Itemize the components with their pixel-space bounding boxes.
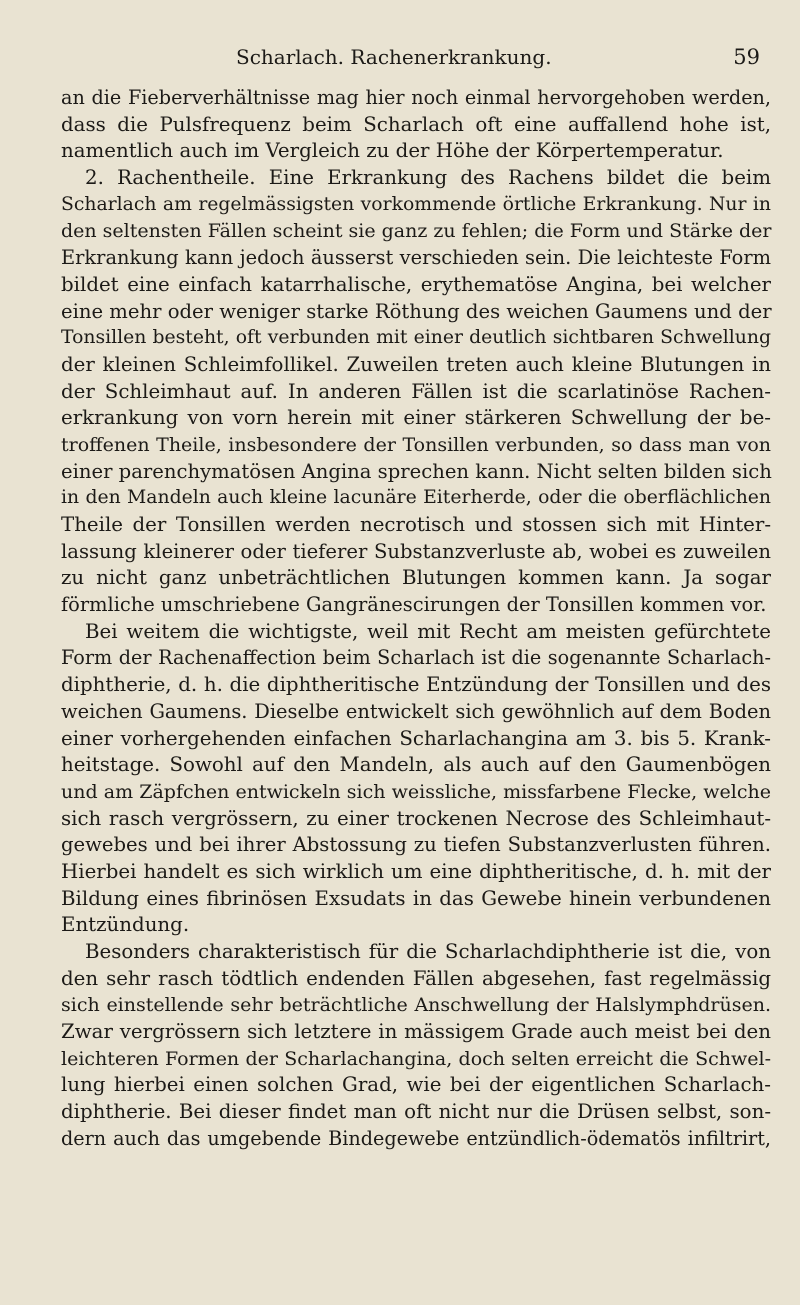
text-line: weichen Gaumens. Dieselbe entwickelt sich gewöhnlich auf dem Boden: [61, 699, 771, 723]
text-line: diphtherie. Bei dieser findet man oft nicht nur die Drüsen selbst, son-: [61, 1100, 771, 1124]
text-line: gewebes und bei ihrer Abstossung zu tiefen Substanzverlusten führen.: [61, 833, 771, 857]
text-line: den sehr rasch tödtlich endenden Fällen abgesehen, fast regelmässig: [61, 966, 771, 990]
body-text: [61, 85, 771, 1153]
text-line: diphtherie, d. h. die diphtheritische Entzündung der Tonsillen und des: [61, 673, 771, 697]
text-line: dern auch das umgebende Bindegewebe entzündlich-ödematös infiltrirt,: [61, 1126, 771, 1150]
text-line: troffenen Theile, insbesondere der Tonsillen verbunden, so dass man von: [61, 433, 771, 456]
text-line: förmliche umschriebene Gangränescirungen der Tonsillen kommen vor.: [61, 593, 767, 617]
text-line: Entzündung.: [61, 913, 190, 937]
text-line: an die Fieberverhältnisse mag hier noch einmal hervorgehoben werden,: [61, 86, 771, 109]
running-title: Scharlach. Rachenerkrankung.: [236, 45, 552, 69]
text-line: lassung kleinerer oder tieferer Substanzverluste ab, wobei es zuweilen: [61, 539, 771, 563]
text-line: Tonsillen besteht, oft verbunden mit einer deutlich sichtbaren Schwellung: [61, 327, 771, 349]
text-line: eine mehr oder weniger starke Röthung des weichen Gaumens und der: [61, 299, 772, 323]
text-line: Zwar vergrössern sich letztere in mässigem Grade auch meist bei den: [61, 1020, 771, 1044]
text-line: Bildung eines fibrinösen Exsudats in das Gewebe hinein verbundenen: [61, 886, 771, 910]
text-line: namentlich auch im Vergleich zu der Höhe der Körpertemperatur.: [61, 139, 724, 163]
text-line: Besonders charakteristisch für die Scharlachdiphtherie ist die, von: [85, 940, 771, 963]
text-line: in den Mandeln auch kleine lacunäre Eiterherde, oder die oberflächlichen: [61, 487, 771, 509]
page-number: 59: [733, 45, 760, 69]
text-line: und am Zäpfchen entwickeln sich weissliche, missfarbene Flecke, welche: [61, 780, 771, 803]
text-line: der kleinen Schleimfollikel. Zuweilen treten auch kleine Blutungen in: [61, 352, 771, 376]
text-line: erkrankung von vorn herein mit einer stärkeren Schwellung der be-: [61, 406, 771, 430]
text-line: Hierbei handelt es sich wirklich um eine diphtheritische, d. h. mit der: [61, 859, 771, 883]
text-line: einer vorhergehenden einfachen Scharlachangina am 3. bis 5. Krank-: [61, 726, 771, 750]
text-line: bildet eine einfach katarrhalische, erythematöse Angina, bei welcher: [61, 272, 771, 296]
text-line: dass die Pulsfrequenz beim Scharlach oft eine auffallend hohe ist,: [61, 112, 771, 136]
text-line: den seltensten Fällen scheint sie ganz zu fehlen; die Form und Stärke der: [61, 220, 772, 243]
text-line: Bei weitem die wichtigste, weil mit Recht am meisten gefürchtete: [85, 619, 771, 643]
text-line: einer parenchymatösen Angina sprechen kann. Nicht selten bilden sich: [61, 459, 772, 483]
text-line: Scharlach am regelmässigsten vorkommende örtliche Erkrankung. Nur in: [61, 193, 771, 215]
text-line: sich rasch vergrössern, zu einer trockenen Necrose des Schleimhaut-: [61, 806, 771, 830]
text-line: sich einstellende sehr beträchtliche Anschwellung der Halslymphdrüsen.: [61, 994, 771, 1017]
running-header: [236, 42, 760, 72]
text-line: 2. Rachentheile. Eine Erkrankung des Rachens bildet die beim: [85, 166, 771, 190]
text-line: heitstage. Sowohl auf den Mandeln, als auch auf den Gaumenbögen: [61, 753, 771, 777]
text-line: leichteren Formen der Scharlachangina, doch selten erreicht die Schwel-: [61, 1047, 771, 1070]
text-line: lung hierbei einen solchen Grad, wie bei der eigentlichen Scharlach-: [61, 1073, 771, 1097]
text-line: Form der Rachenaffection beim Scharlach ist die sogenannte Scharlach-: [61, 646, 771, 670]
text-line: Theile der Tonsillen werden necrotisch und stossen sich mit Hinter-: [61, 513, 771, 536]
text-line: der Schleimhaut auf. In anderen Fällen ist die scarlatinöse Rachen-: [61, 379, 771, 403]
text-line: zu nicht ganz unbeträchtlichen Blutungen kommen kann. Ja sogar: [61, 566, 771, 590]
text-line: Erkrankung kann jedoch äusserst verschieden sein. Die leichteste Form: [61, 246, 771, 270]
